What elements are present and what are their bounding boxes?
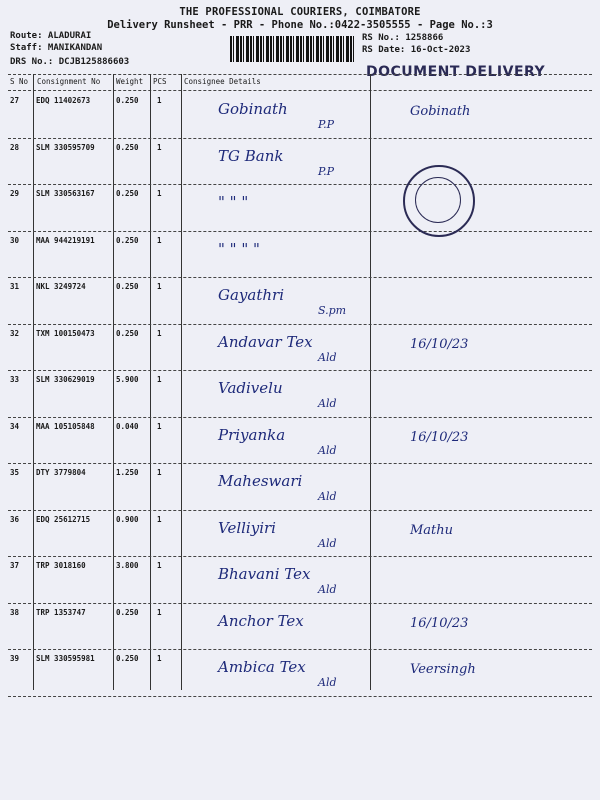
serial-number: 35 (10, 468, 20, 477)
col-sno: S No (10, 77, 29, 86)
pieces-count: 1 (157, 375, 162, 384)
pieces-count: 1 (157, 189, 162, 198)
weight-value: 0.900 (116, 514, 139, 524)
pieces-count: 1 (157, 468, 162, 477)
serial-number: 34 (10, 421, 20, 431)
consignment-number: MAA 105105848 (36, 421, 95, 431)
pieces-count: 1 (157, 142, 162, 152)
consignment-number: SLM 330595709 (36, 142, 95, 152)
weight-value: 3.800 (116, 561, 139, 570)
consignee-name: " " " " (218, 239, 260, 258)
post-office-seal (403, 165, 475, 237)
consignee-name: Vadivelu (218, 379, 283, 397)
receiver-signature: 16/10/23 (410, 336, 469, 352)
receiver-signature: Veersingh (410, 662, 476, 677)
table-row (0, 371, 600, 418)
table-header-line (8, 90, 592, 91)
consignee-note: Ald (318, 676, 337, 689)
weight-value: 0.250 (116, 235, 139, 245)
consignee-note: Ald (318, 583, 337, 596)
weight-value: 0.040 (116, 421, 139, 431)
pieces-count: 1 (157, 282, 162, 291)
consignee-name: Andavar Tex (218, 332, 313, 351)
table-header (0, 74, 600, 90)
drs-number: DRS No.: DCJB125886603 (10, 57, 130, 67)
consignee-name: Gayathri (218, 286, 284, 304)
consignee-note: P.P (318, 164, 335, 178)
serial-number: 36 (10, 514, 20, 524)
serial-number: 33 (10, 375, 20, 384)
weight-value: 0.250 (116, 282, 139, 291)
receiver-signature: 16/10/23 (410, 429, 469, 445)
barcode (230, 36, 354, 62)
rs-date: RS Date: 16-Oct-2023 (362, 45, 471, 55)
rs-number: RS No.: 1258866 (362, 33, 444, 43)
consignee-name: TG Bank (218, 146, 284, 165)
pieces-count: 1 (157, 421, 162, 431)
serial-number: 29 (10, 189, 20, 198)
weight-value: 0.250 (116, 189, 139, 198)
consignee-note: Ald (318, 536, 337, 550)
consignee-name: Bhavani Tex (218, 565, 311, 583)
table-row (0, 232, 600, 279)
weight-value: 0.250 (116, 142, 139, 152)
table-row (0, 278, 600, 325)
consignment-number: MAA 944219191 (36, 235, 95, 245)
row-divider (8, 696, 592, 697)
consignee-note: Ald (318, 490, 337, 503)
consignment-number: EDQ 11402673 (36, 96, 91, 105)
table-row (0, 650, 600, 697)
serial-number: 31 (10, 282, 20, 291)
weight-value: 0.250 (116, 607, 139, 617)
consignee-note: Ald (318, 443, 337, 457)
report-title: THE PROFESSIONAL COURIERS, COIMBATORE (179, 6, 421, 18)
consignee-note: Ald (318, 397, 337, 410)
consignment-number: EDQ 25612715 (36, 514, 91, 524)
col-consignment: Consignment No (37, 77, 101, 86)
consignee-note: P.P (318, 118, 335, 131)
consignment-number: SLM 330629019 (36, 375, 95, 384)
table-row (0, 418, 600, 465)
table-row (0, 92, 600, 139)
consignee-name: " " " (218, 193, 249, 211)
route-label: Route: ALADURAI (10, 31, 92, 41)
pieces-count: 1 (157, 235, 162, 245)
consignee-name: Maheswari (218, 472, 303, 490)
document-delivery-stamp: DOCUMENT DELIVERY (366, 64, 546, 80)
consignee-name: Anchor Tex (218, 611, 304, 630)
pieces-count: 1 (157, 607, 162, 617)
receiver-signature: Gobinath (410, 104, 471, 119)
col-weight: Weight (116, 77, 144, 86)
consignee-name: Priyanka (218, 425, 286, 444)
table-row (0, 464, 600, 511)
pieces-count: 1 (157, 561, 162, 570)
pieces-count: 1 (157, 328, 162, 338)
table-row (0, 325, 600, 372)
staff-label: Staff: MANIKANDAN (10, 43, 103, 53)
serial-number: 39 (10, 654, 20, 663)
consignee-name: Ambica Tex (218, 658, 306, 676)
consignee-name: Gobinath (218, 100, 288, 118)
weight-value: 0.250 (116, 96, 139, 105)
weight-value: 5.900 (116, 375, 139, 384)
serial-number: 32 (10, 328, 20, 338)
weight-value: 0.250 (116, 328, 139, 338)
table-row (0, 557, 600, 604)
serial-number: 28 (10, 142, 20, 152)
serial-number: 37 (10, 561, 20, 570)
col-pcs: PCS (153, 77, 167, 86)
serial-number: 38 (10, 607, 20, 617)
table-row (0, 185, 600, 232)
pieces-count: 1 (157, 96, 162, 105)
consignment-number: DTY 3779804 (36, 468, 86, 477)
table-row (0, 604, 600, 651)
col-details: Consignee Details (184, 77, 261, 86)
consignment-number: SLM 330595981 (36, 654, 95, 663)
serial-number: 30 (10, 235, 20, 245)
weight-value: 0.250 (116, 654, 139, 663)
pieces-count: 1 (157, 514, 162, 524)
consignment-number: TXM 100150473 (36, 328, 95, 338)
table-row (0, 139, 600, 186)
table-row (0, 511, 600, 558)
consignment-number: SLM 330563167 (36, 189, 95, 198)
serial-number: 27 (10, 96, 20, 105)
consignment-number: TRP 3018160 (36, 561, 86, 570)
receiver-signature: Mathu (410, 522, 454, 538)
report-subtitle: Delivery Runsheet - PRR - Phone No.:0422-3505555 - Page No.:3 (107, 19, 493, 31)
consignment-number: NKL 3249724 (36, 282, 86, 291)
pieces-count: 1 (157, 654, 162, 663)
weight-value: 1.250 (116, 468, 139, 477)
consignee-note: S.pm (318, 304, 347, 317)
consignee-note: Ald (318, 350, 337, 364)
receiver-signature: 16/10/23 (410, 615, 469, 631)
consignment-number: TRP 1353747 (36, 607, 86, 617)
consignee-name: Velliyiri (218, 518, 276, 537)
